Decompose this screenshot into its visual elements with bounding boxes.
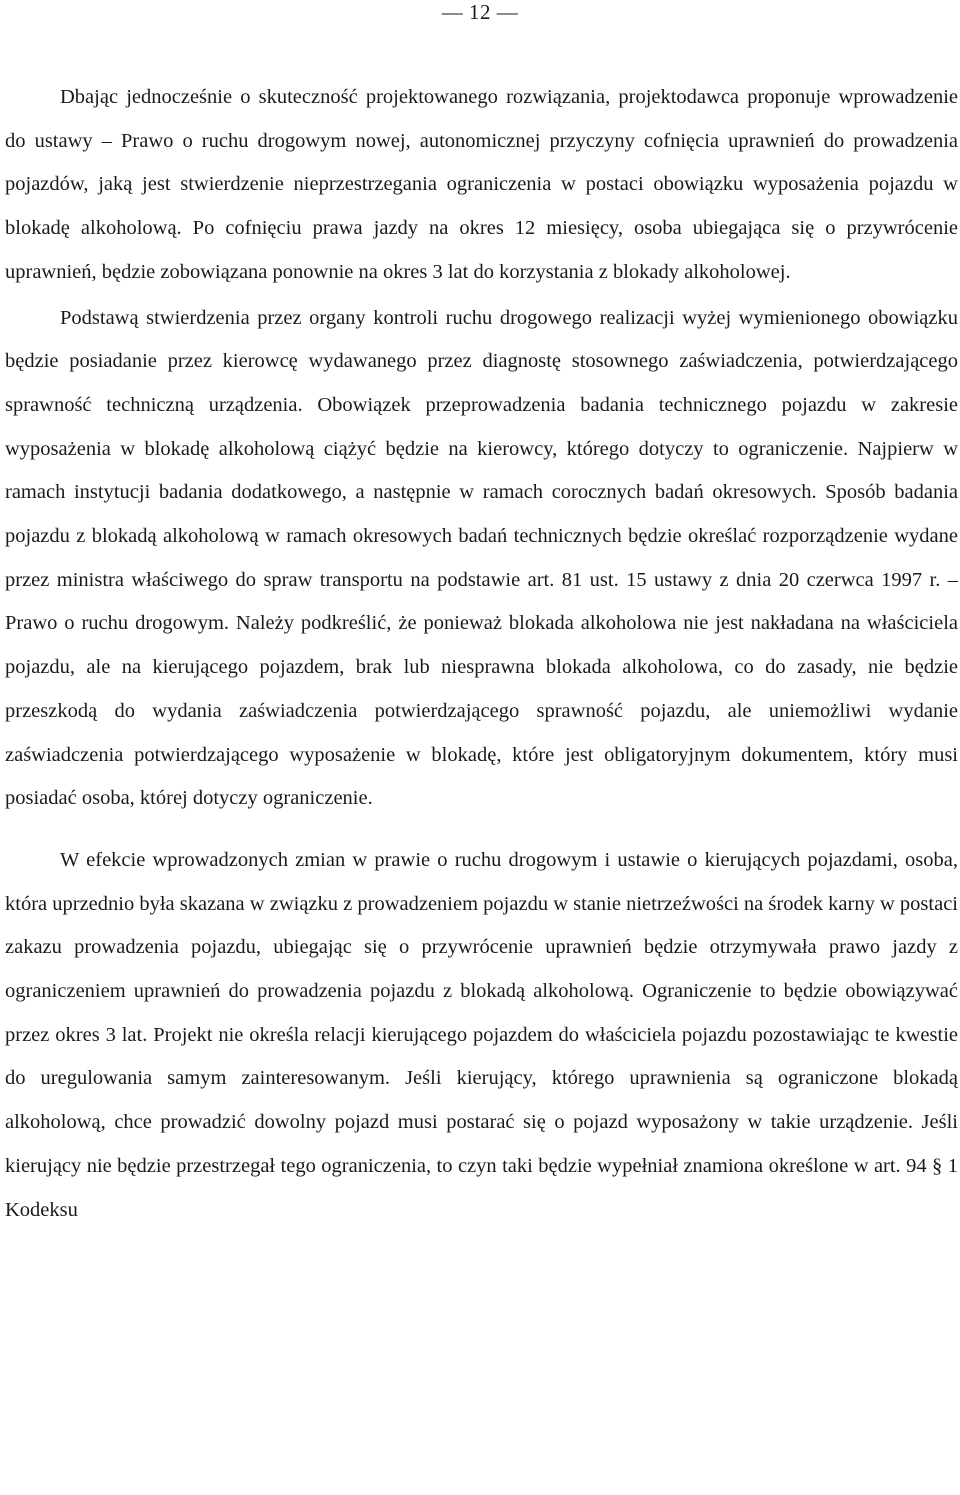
page-number: — 12 — — [441, 0, 519, 24]
document-body — [5, 76, 958, 1232]
paragraph-2: Podstawą stwierdzenia przez organy kontroli ruchu drogowego realizacji wyżej wymienionego obowiązku będzie posiadanie przez kierowcę wydawanego przez diagnostę stosownego zaświadczenia, potwierdzającego sprawność techniczną urządzenia. Obowiązek przeprowadzenia badania technicznego pojazdu w zakresie wyposażenia w blokadę alkoholową ciążyć będzie na kierowcy, którego dotyczy to ograniczenie. Najpierw w ramach instytucji badania dodatkowego, a następnie w ramach corocznych badań okresowych. Sposób badania pojazdu z blokadą alkoholową w ramach okresowych badań technicznych będzie określać rozporządzenie wydane przez ministra właściwego do spraw transportu na podstawie art. 81 ust. 15 ustawy z dnia 20 czerwca 1997 r. – Prawo o ruchu drogowym. Należy podkreślić, że ponieważ blokada alkoholowa nie jest nakładana na właściciela pojazdu, ale na kierującego pojazdem, brak lub niesprawna blokada alkoholowa, co do zasady, nie będzie przeszkodą do wydania zaświadczenia potwierdzającego sprawność pojazdu, ale uniemożliwi wydanie zaświadczenia potwierdzającego wyposażenie w blokadę, które jest obligatoryjnym dokumentem, który musi posiadać osoba, której dotyczy ograniczenie. — [5, 306, 958, 810]
paragraph-1: Dbając jednocześnie o skuteczność projektowanego rozwiązania, projektodawca proponuje wprowadzenie do ustawy – Prawo o ruchu drogowym nowej, autonomicznej przyczyny cofnięcia uprawnień do prowadzenia pojazdów, jaką jest stwierdzenie nieprzestrzegania ograniczenia w postaci obowiązku wyposażenia pojazdu w blokadę alkoholową. Po cofnięciu prawa jazdy na okres 12 miesięcy, osoba ubiegająca się o przywrócenie uprawnień, będzie zobowiązana ponownie na okres 3 lat do korzystania z blokady alkoholowej. — [5, 86, 958, 283]
paragraph-3: W efekcie wprowadzonych zmian w prawie o ruchu drogowym i ustawie o kierujących pojazdami, osoba, która uprzednio była skazana w związku z prowadzeniem pojazdu w stanie nietrzeźwości na środek karny w postaci zakazu prowadzenia pojazdu, ubiegając się o przywrócenie uprawnień będzie otrzymywała prawo jazdy z ograniczeniem uprawnień do prowadzenia pojazdu z blokadą alkoholową. Ograniczenie to będzie obowiązywać przez okres 3 lat. Projekt nie określa relacji kierującego pojazdem do właściciela pojazdu pozostawiając te kwestie do uregulowania samym zainteresowanym. Jeśli kierujący, którego uprawnienia są ograniczone blokadą alkoholową, chce prowadzić dowolny pojazd musi postarać się o pojazd wyposażony w takie urządzenie. Jeśli kierujący nie będzie przestrzegał tego ograniczenia, to czyn taki będzie wypełniał znamiona określone w art. 94 § 1 Kodeksu — [5, 848, 958, 1221]
